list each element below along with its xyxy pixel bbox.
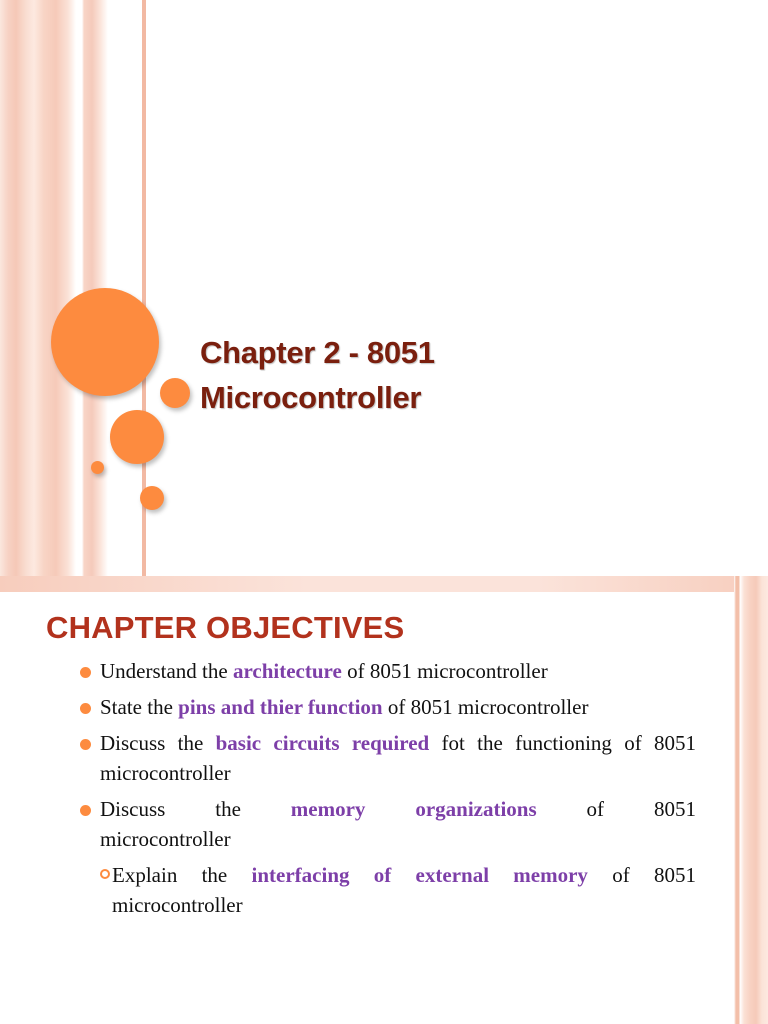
highlight-text: basic circuits required	[215, 731, 430, 755]
objectives-slide	[0, 576, 768, 1024]
tiny-orange-circle	[91, 461, 104, 474]
highlight-text: architecture	[232, 659, 342, 683]
highlight-text: memory	[290, 797, 366, 821]
small-orange-circle	[160, 378, 190, 408]
list-item: Understand the architecture of 8051 microcontroller	[78, 656, 696, 686]
bullet-icon	[80, 805, 91, 816]
small-orange-circle-bottom	[140, 486, 164, 510]
spread-line: Discuss the memory organizations of 8051	[100, 794, 696, 824]
objectives-list	[78, 656, 696, 920]
title-line-2: Microcontroller	[200, 380, 422, 415]
sub-list-item: Explain the interfacing of external memory of 8051 microcontroller	[100, 860, 696, 920]
highlight-text: interfacing of external memory	[251, 863, 588, 887]
list-item: Discuss the basic circuits required fot the functioning of 8051 microcontroller	[78, 728, 696, 788]
slide-title	[200, 330, 620, 420]
bullet-icon	[80, 703, 91, 714]
ring-bullet-icon	[100, 869, 110, 879]
decorative-stripes	[0, 0, 150, 576]
list-item: Discuss the memory organizations of 8051 microcontroller	[78, 794, 696, 854]
objectives-heading: CHAPTER OBJECTIVES	[46, 610, 405, 645]
large-orange-circle	[51, 288, 159, 396]
highlight-text: organizations	[415, 797, 537, 821]
right-decorative-stripes	[734, 576, 768, 1024]
title-line-1: Chapter 2 - 8051	[200, 335, 435, 370]
highlight-text: pins and thier function	[178, 695, 383, 719]
bullet-icon	[80, 667, 91, 678]
bullet-icon	[80, 739, 91, 750]
list-item: State the pins and thier function of 8051 microcontroller	[78, 692, 696, 722]
top-decorative-band	[0, 576, 768, 592]
medium-orange-circle	[110, 410, 164, 464]
